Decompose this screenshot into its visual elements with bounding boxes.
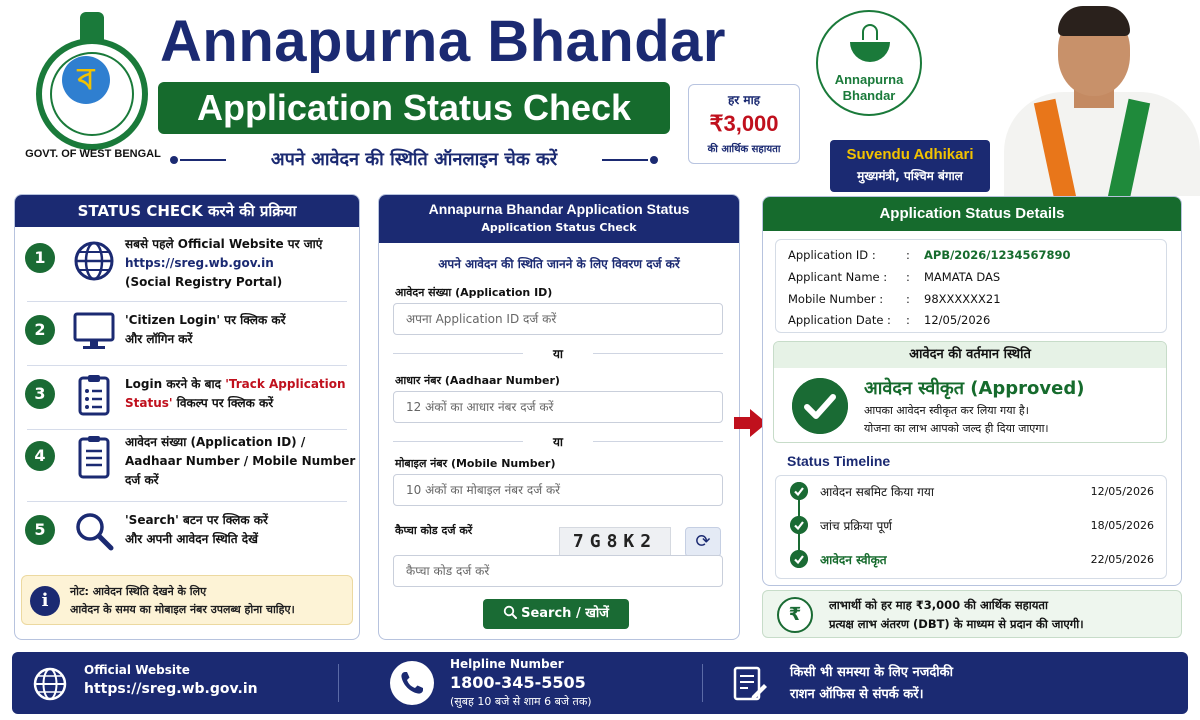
- step-line: 'Search' बटन पर क्लिक करें: [125, 513, 268, 527]
- approved-line: आपका आवेदन स्वीकृत कर लिया गया है।: [864, 404, 1029, 417]
- cm-portrait: [996, 0, 1200, 196]
- timeline-label: आवेदन स्वीकृत: [820, 553, 887, 567]
- note-line: आवेदन के समय का मोबाइल नंबर उपलब्ध होना चाहिए।: [70, 603, 295, 616]
- step-line: विकल्प पर क्लिक करें: [172, 396, 274, 410]
- clipboard-icon: [71, 373, 117, 417]
- approved-line: योजना का लाभ आपको जल्द ही दिया जाएगा।: [864, 422, 1049, 435]
- contact-line1: किसी भी समस्या के लिए नजदीकी: [790, 665, 954, 680]
- step-divider: [27, 365, 347, 366]
- helpline-title: Helpline Number: [450, 657, 564, 671]
- monitor-icon: [71, 309, 117, 353]
- step-number: 4: [25, 441, 55, 471]
- captcha-input[interactable]: कैप्चा कोड दर्ज करें: [393, 555, 723, 587]
- step-number: 1: [25, 243, 55, 273]
- note-line: नोट: आवेदन स्थिति देखने के लिए: [70, 585, 207, 598]
- detail-key: Applicant Name :: [788, 270, 888, 284]
- detail-colon: :: [906, 248, 910, 262]
- tagline-dot-icon: [650, 156, 658, 164]
- status-timeline: [775, 475, 1167, 579]
- footer-divider: [338, 664, 339, 702]
- west-bengal-emblem: [28, 12, 158, 152]
- step-number: 3: [25, 379, 55, 409]
- step-line: (Social Registry Portal): [125, 275, 283, 289]
- status-details-panel: [762, 196, 1182, 586]
- check-icon: [790, 516, 808, 534]
- annapurna-bhandar-logo: [816, 10, 922, 116]
- tagline-divider: [602, 159, 648, 161]
- applicant-name-value: MAMATA DAS: [924, 270, 1001, 284]
- step-line: और अपनी आवेदन स्थिति देखें: [125, 532, 258, 546]
- step-line: Login करने के बाद: [125, 377, 226, 391]
- aadhaar-input[interactable]: 12 अंकों का आधार नंबर दर्ज करें: [393, 391, 723, 423]
- aadhaar-label: आधार नंबर (Aadhaar Number): [395, 374, 560, 387]
- govt-label: GOVT. OF WEST BENGAL: [25, 148, 161, 160]
- check-icon: [790, 550, 808, 568]
- logo-text: [818, 72, 920, 104]
- amount-bottom: की आर्थिक सहायता: [707, 144, 781, 155]
- approved-description: [864, 402, 1164, 438]
- note-box: [21, 575, 353, 625]
- mobile-label: मोबाइल नंबर (Mobile Number): [395, 457, 556, 470]
- step-divider: [27, 301, 347, 302]
- amount-value: ₹3,000: [709, 111, 779, 136]
- page-title: Annapurna Bhandar: [160, 9, 726, 74]
- cm-role: मुख्यमंत्री, पश्चिम बंगाल: [857, 169, 963, 183]
- form-edit-icon: [730, 664, 770, 704]
- monthly-amount-box: [688, 84, 800, 164]
- note-text: [70, 583, 350, 619]
- step-line: सबसे पहले Official Website पर जाएं: [125, 237, 323, 251]
- process-title: STATUS CHECK करने की प्रक्रिया: [15, 195, 359, 227]
- approved-status: आवेदन स्वीकृत (Approved): [864, 378, 1085, 399]
- detail-colon: :: [906, 292, 910, 306]
- or-divider: या: [393, 345, 723, 361]
- tagline-dot-icon: [170, 156, 178, 164]
- form-header: [379, 195, 739, 243]
- info-icon: i: [30, 586, 60, 616]
- step-4: [25, 435, 356, 497]
- logo-text-line1: Annapurna: [834, 72, 904, 87]
- timeline-date: 18/05/2026: [1090, 519, 1154, 532]
- step-line: दर्ज करें: [125, 473, 159, 487]
- mobile-input[interactable]: 10 अंकों का मोबाइल नंबर दर्ज करें: [393, 474, 723, 506]
- dbt-text: [829, 596, 1177, 634]
- logo-text-line2: Bhandar: [842, 88, 896, 103]
- step-5: [25, 511, 353, 563]
- globe-icon: [32, 666, 68, 702]
- timeline-date: 22/05/2026: [1090, 553, 1154, 566]
- detail-key: Application ID :: [788, 248, 876, 262]
- dbt-line: लाभार्थी को हर माह ₹3,000 की आर्थिक सहायता: [829, 598, 1048, 612]
- app-id-label: आवेदन संख्या (Application ID): [395, 286, 553, 299]
- timeline-label: जांच प्रक्रिया पूर्ण: [820, 519, 892, 533]
- step-2: [25, 309, 353, 361]
- dbt-line: प्रत्यक्ष लाभ अंतरण (DBT) के माध्यम से प्रदान की जाएगी।: [829, 617, 1084, 631]
- step-text: [125, 433, 357, 490]
- portrait-hair: [1058, 6, 1130, 36]
- application-id-value: APB/2026/1234567890: [924, 248, 1071, 262]
- search-button[interactable]: [483, 599, 629, 629]
- emblem-glyph: ব: [77, 62, 95, 97]
- tagline: [168, 147, 660, 173]
- refresh-icon: ⟳: [695, 531, 711, 552]
- cm-badge: [830, 140, 990, 192]
- search-button-label: Search / खोजें: [521, 606, 609, 621]
- timeline-label: आवेदन सबमिट किया गया: [820, 485, 934, 499]
- rupee-icon: ₹: [777, 597, 813, 633]
- helpline-number[interactable]: 1800-345-5505: [450, 673, 586, 692]
- track-application-highlight: 'Track Application: [225, 377, 346, 391]
- globe-icon: [71, 239, 117, 283]
- cm-name: Suvendu Adhikari: [846, 146, 974, 163]
- bowl-icon: [850, 42, 890, 62]
- helpline-hours: (सुबह 10 बजे से शाम 6 बजे तक): [450, 695, 592, 708]
- contact-line2: राशन ऑफिस से संपर्क करें।: [790, 687, 924, 702]
- captcha-label: कैप्चा कोड दर्ज करें: [395, 524, 473, 537]
- amount-top: हर माह: [727, 93, 761, 107]
- captcha-image: 7G8K2: [559, 527, 671, 557]
- step-line: आवेदन संख्या (Application ID) /: [125, 435, 306, 449]
- status-details-title: Application Status Details: [763, 197, 1181, 231]
- tagline-text: अपने आवेदन की स्थिति ऑनलाइन चेक करें: [270, 149, 558, 170]
- search-icon: [503, 605, 517, 619]
- app-id-input[interactable]: अपना Application ID दर्ज करें: [393, 303, 723, 335]
- application-date-value: 12/05/2026: [924, 313, 991, 327]
- page-subtitle: Application Status Check: [158, 82, 670, 134]
- step-3: [25, 373, 353, 425]
- detail-key: Mobile Number :: [788, 292, 884, 306]
- step-line: और लॉगिन करें: [125, 332, 193, 346]
- timeline-title: Status Timeline: [787, 453, 891, 469]
- dbt-info-box: [762, 590, 1182, 638]
- document-icon: [71, 435, 117, 479]
- website-title: Official Website: [84, 663, 190, 677]
- refresh-captcha-button[interactable]: [685, 527, 721, 557]
- form-title: Annapurna Bhandar Application Status: [428, 201, 690, 217]
- step-line: 'Citizen Login' पर क्लिक करें: [125, 313, 286, 327]
- check-circle-icon: [792, 378, 848, 434]
- or-divider: या: [393, 433, 723, 449]
- step-number: 2: [25, 315, 55, 345]
- step-divider: [27, 429, 347, 430]
- step-text: [125, 511, 357, 549]
- detail-colon: :: [906, 270, 910, 284]
- portal-link[interactable]: https://sreg.wb.gov.in: [125, 256, 274, 270]
- footer-divider: [702, 664, 703, 702]
- current-status-title: आवेदन की वर्तमान स्थिति: [774, 342, 1166, 368]
- applicant-details: [775, 239, 1167, 333]
- footer: [12, 652, 1188, 714]
- check-icon: [790, 482, 808, 500]
- step-text: [125, 311, 357, 349]
- phone-icon: [390, 661, 434, 705]
- step-line: Aadhaar Number / Mobile Number: [125, 454, 356, 468]
- tagline-divider: [180, 159, 226, 161]
- search-icon: [71, 509, 117, 553]
- status-form-panel: [378, 194, 740, 640]
- step-text: [125, 375, 357, 413]
- steam-icon: [862, 24, 878, 40]
- form-subtitle: Application Status Check: [481, 221, 637, 234]
- mobile-number-value: 98XXXXXX21: [924, 292, 1001, 306]
- process-panel: [14, 194, 360, 640]
- timeline-date: 12/05/2026: [1090, 485, 1154, 498]
- detail-colon: :: [906, 313, 910, 327]
- form-intro: अपने आवेदन की स्थिति जानने के लिए विवरण दर्ज करें: [438, 257, 680, 271]
- track-application-highlight: Status': [125, 396, 173, 410]
- website-url[interactable]: https://sreg.wb.gov.in: [84, 681, 258, 697]
- step-1: [25, 237, 353, 297]
- current-status-box: [773, 341, 1167, 443]
- step-number: 5: [25, 515, 55, 545]
- step-divider: [27, 501, 347, 502]
- step-text: [125, 235, 357, 292]
- detail-key: Application Date :: [788, 313, 891, 327]
